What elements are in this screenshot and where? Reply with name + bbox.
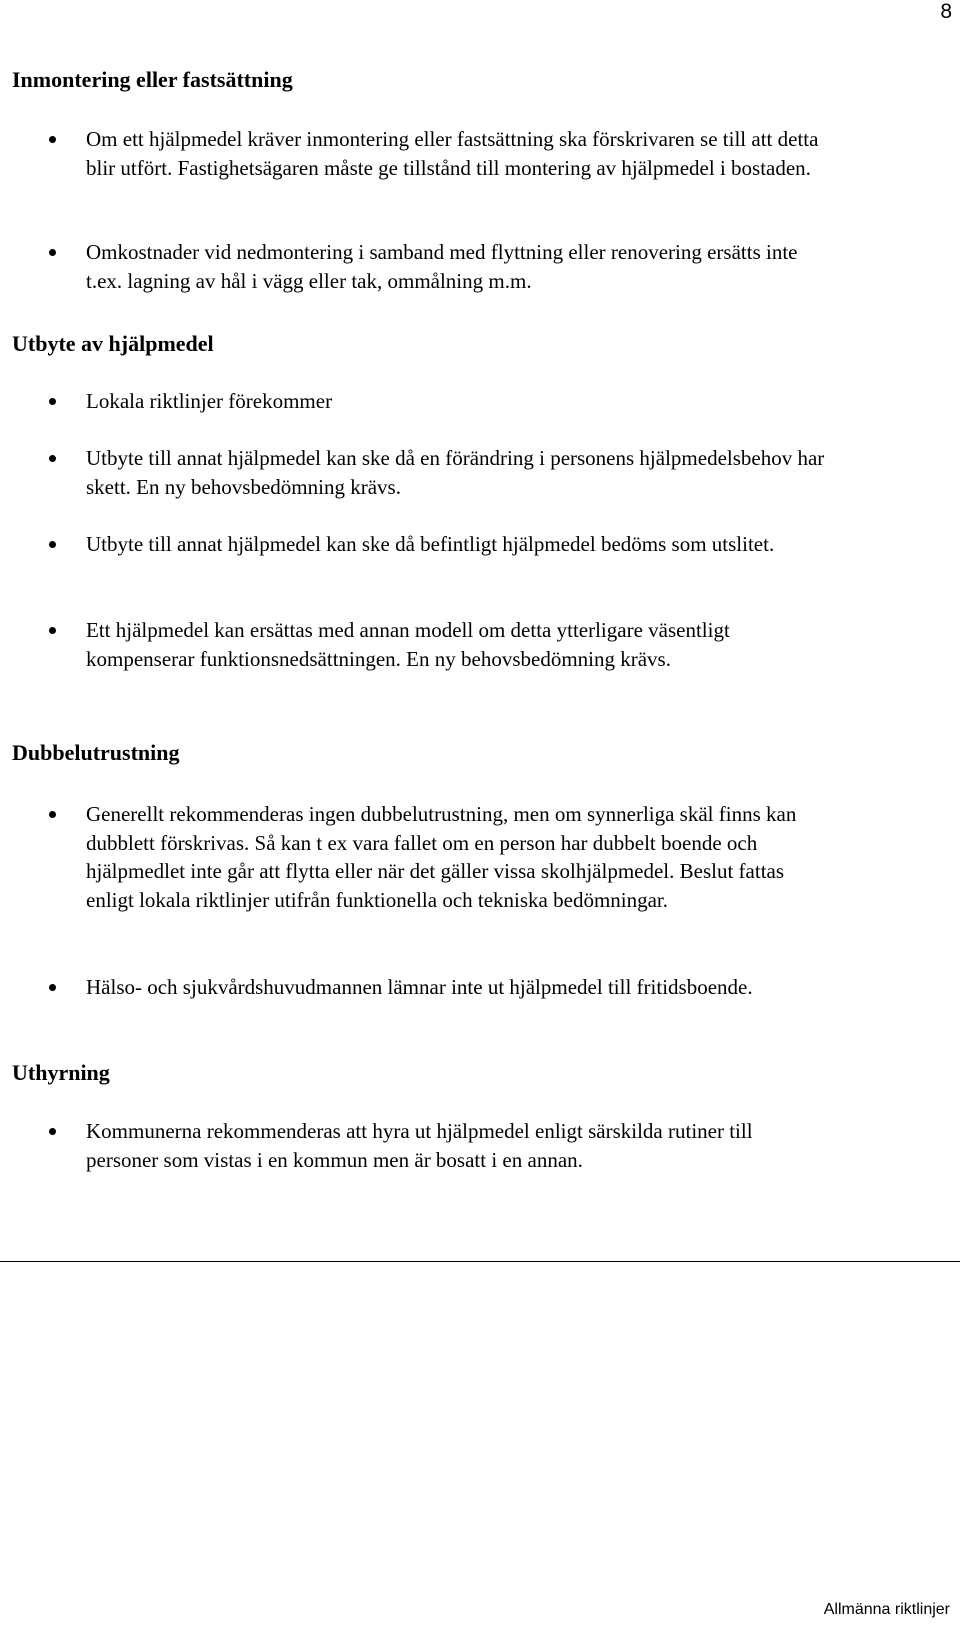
list-item — [86, 973, 826, 1002]
list-item — [86, 238, 826, 295]
list-item — [86, 800, 826, 914]
bullet-icon — [49, 811, 56, 818]
list-item — [86, 530, 826, 559]
list-item — [86, 387, 826, 416]
section-heading: Utbyte av hjälpmedel — [12, 331, 214, 356]
bullet-icon — [49, 249, 56, 256]
bullet-icon — [49, 984, 56, 991]
bullet-icon — [49, 627, 56, 634]
footer-rule — [0, 1261, 960, 1262]
bullet-icon — [49, 398, 56, 405]
list-item-text: Generellt rekommenderas ingen dubbelutrustning, men om synnerliga skäl finns kan dubblett förskrivas. Så kan t ex vara fallet om en person har dubbelt boende och hjälpmedlet inte går att flytta eller när det gäller vissa skolhjälpmedel. Beslut fattas enligt lokala riktlinjer utifrån funktionella och tekniska bedömningar. — [86, 802, 797, 912]
bullet-icon — [49, 541, 56, 548]
list-item-text: Ett hjälpmedel kan ersättas med annan modell om detta ytterligare väsentligt kompenserar funktionsnedsättningen. En ny behovsbedömning krävs. — [86, 618, 730, 671]
list-item-text: Kommunerna rekommenderas att hyra ut hjälpmedel enligt särskilda rutiner till personer som vistas i en kommun men är bosatt i en annan. — [86, 1119, 753, 1172]
list-item — [86, 125, 826, 182]
section-heading: Uthyrning — [12, 1060, 110, 1085]
list-item-text: Hälso- och sjukvårdshuvudmannen lämnar inte ut hjälpmedel till fritidsboende. — [86, 975, 753, 999]
list-item — [86, 616, 826, 673]
bullet-icon — [49, 136, 56, 143]
list-item-text: Lokala riktlinjer förekommer — [86, 389, 333, 413]
footer-text: Allmänna riktlinjer — [823, 1601, 950, 1618]
list-item-text: Utbyte till annat hjälpmedel kan ske då befintligt hjälpmedel bedöms som utslitet. — [86, 532, 775, 556]
list-item — [86, 444, 826, 501]
page-number: 8 — [940, 0, 952, 23]
list-item-text: Omkostnader vid nedmontering i samband med flyttning eller renovering ersätts inte t.ex. lagning av hål i vägg eller tak, ommålning m.m. — [86, 240, 798, 293]
bullet-icon — [49, 1128, 56, 1135]
list-item-text: Om ett hjälpmedel kräver inmontering eller fastsättning ska förskrivaren se till att detta blir utfört. Fastighetsägaren måste ge tillstånd till montering av hjälpmedel i bostaden. — [86, 127, 819, 180]
bullet-icon — [49, 455, 56, 462]
list-item-text: Utbyte till annat hjälpmedel kan ske då en förändring i personens hjälpmedelsbehov har skett. En ny behovsbedömning krävs. — [86, 446, 825, 499]
section-heading: Inmontering eller fastsättning — [12, 67, 293, 92]
section-heading: Dubbelutrustning — [12, 740, 180, 765]
list-item — [86, 1117, 826, 1174]
